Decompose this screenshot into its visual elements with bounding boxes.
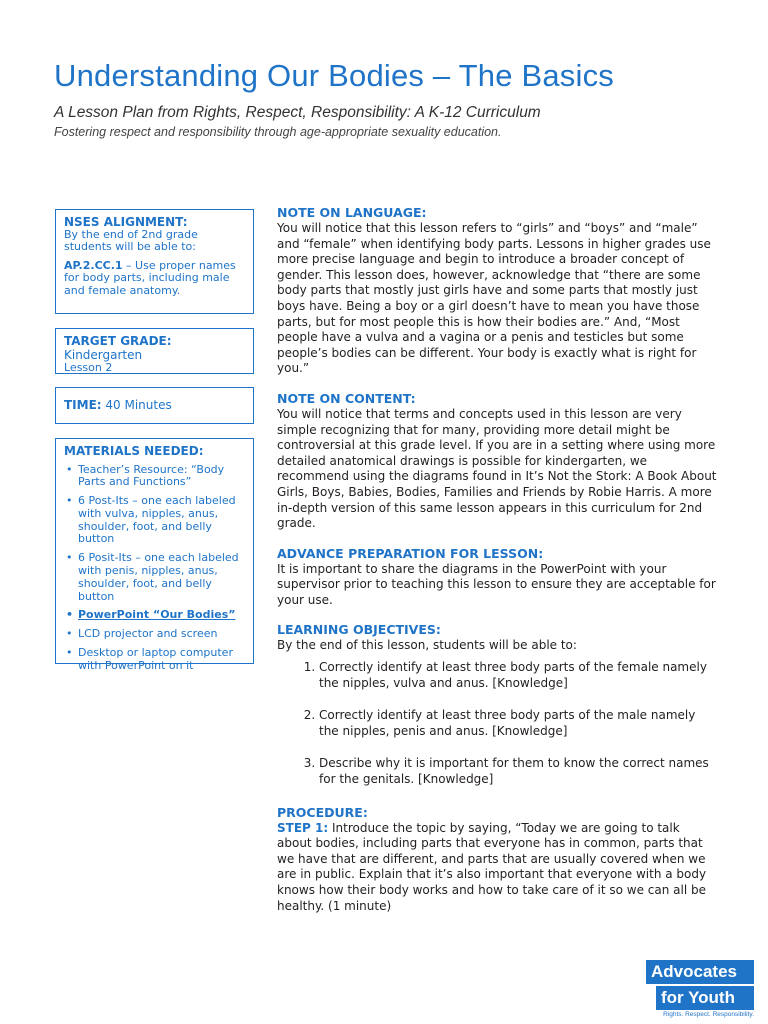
target-grade-value: Kindergarten [64, 347, 143, 362]
learning-objectives [277, 622, 717, 787]
objectives-intro: By the end of this lesson, students will be able to: [277, 638, 577, 653]
time-value: 40 Minutes [101, 398, 172, 412]
material-item: • Teacher’s Resource: “Body Parts and Functions” [64, 464, 245, 490]
advance-preparation [277, 546, 717, 609]
materials-list [64, 464, 245, 673]
page-tagline: Fostering respect and responsibility through age-appropriate sexuality education. [54, 125, 502, 139]
logo-tagline: Rights. Respect. Responsibility. [663, 1011, 754, 1018]
material-item: • LCD projector and screen [64, 628, 245, 641]
nses-heading: NSES ALIGNMENT: [64, 215, 188, 229]
step-label: STEP 1: [277, 820, 329, 835]
section-heading: NOTE ON LANGUAGE: [277, 205, 427, 220]
material-item: • 6 Post-Its – one each labeled with vulva, nipples, anus, shoulder, foot, and belly button [64, 495, 245, 546]
main-content [277, 205, 717, 928]
time-box [55, 387, 254, 424]
objective-item: 3. Describe why it is important for them to know the correct names for the genitals. [Knowledge] [319, 756, 717, 787]
materials-box [55, 438, 254, 672]
material-item: • 6 Posit-Its – one each labeled with penis, nipples, anus, shoulder, foot, and belly button [64, 552, 245, 603]
page-title: Understanding Our Bodies – The Basics [54, 58, 614, 93]
section-heading: LEARNING OBJECTIVES: [277, 622, 441, 638]
objectives-list [277, 660, 717, 788]
note-on-content [277, 391, 717, 532]
section-heading: ADVANCE PREPARATION FOR LESSON: [277, 545, 544, 561]
note-on-language [277, 205, 717, 377]
time [64, 394, 245, 417]
procedure-step [277, 821, 717, 915]
step-text: Introduce the topic by saying, “Today we are going to talk about bodies, including parts that everyone has in common, parts that we have that are different, and parts that are usually covered when we are in public. Explain that it’s also important that everyone with a body knows how their body works and how to take care of it so we can all be healthy. (1 minute) [277, 820, 707, 913]
time-heading: TIME: [64, 398, 102, 412]
material-item: • Desktop or laptop computer with PowerPoint on it [64, 647, 245, 673]
nses-text: – Use proper names for body parts, including male and female anatomy. [64, 258, 236, 297]
nses-standard [64, 260, 245, 298]
target-grade-heading: TARGET GRADE: [64, 334, 172, 348]
target-grade [64, 335, 245, 362]
nses-intro: By the end of 2nd grade students will be able to: [64, 227, 198, 253]
objective-item: 1. Correctly identify at least three body parts of the female namely the nipples, vulva and anus. [Knowledge] [319, 660, 717, 691]
procedure [277, 805, 717, 915]
section-body: You will notice that terms and concepts used in this lesson are very simple recognizing that for many, providing more detail might be controversial at this grade level. If you are in a setting where using more detailed anatomical drawings is possible for kindergarten, we recommend using the diagrams found in It’s Not the Stork: A Book About Girls, Boys, Babies, Bodies, Families and Friends by Robie Harris. A more in-depth version of this same lesson appears in this curriculum for 2nd grade. [277, 406, 717, 531]
objective-item: 2. Correctly identify at least three body parts of the male namely the nipples, penis and anus. [Knowledge] [319, 708, 717, 739]
section-body: It is important to share the diagrams in the PowerPoint with your supervisor prior to teaching this lesson to ensure they are acceptable for your use. [277, 561, 716, 607]
logo-line-1: Advocates [646, 960, 754, 984]
logo-line-2: for Youth [656, 986, 754, 1010]
nses-code: AP.2.CC.1 [64, 258, 123, 272]
materials-heading: MATERIALS NEEDED: [64, 444, 204, 458]
section-heading: NOTE ON CONTENT: [277, 390, 416, 406]
powerpoint-link[interactable]: • PowerPoint “Our Bodies” [64, 609, 245, 622]
lesson-number: Lesson 2 [64, 361, 113, 374]
target-grade-box [55, 328, 254, 374]
section-body: You will notice that this lesson refers to “girls” and “boys” and “male” and “female” when identifying body parts. Lessons in higher grades use more precise language and begin to introduce a broader concept of gender. This lesson does, however, acknowledge that “there are some body parts that mostly just girls have and some parts that mostly just boys have. Being a boy or a girl doesn’t have to mean you have those parts, but for most people this is how their bodies are.” And, “Most people have a vulva and a vagina or a penis and testicles but some people’s bodies can be different. Your body is exactly what is right for you.” [277, 221, 711, 376]
page-subtitle: A Lesson Plan from Rights, Respect, Responsibility: A K-12 Curriculum [54, 104, 541, 121]
section-heading: PROCEDURE: [277, 804, 368, 820]
nses-alignment-box [55, 209, 254, 314]
advocates-for-youth-logo [646, 960, 754, 1018]
